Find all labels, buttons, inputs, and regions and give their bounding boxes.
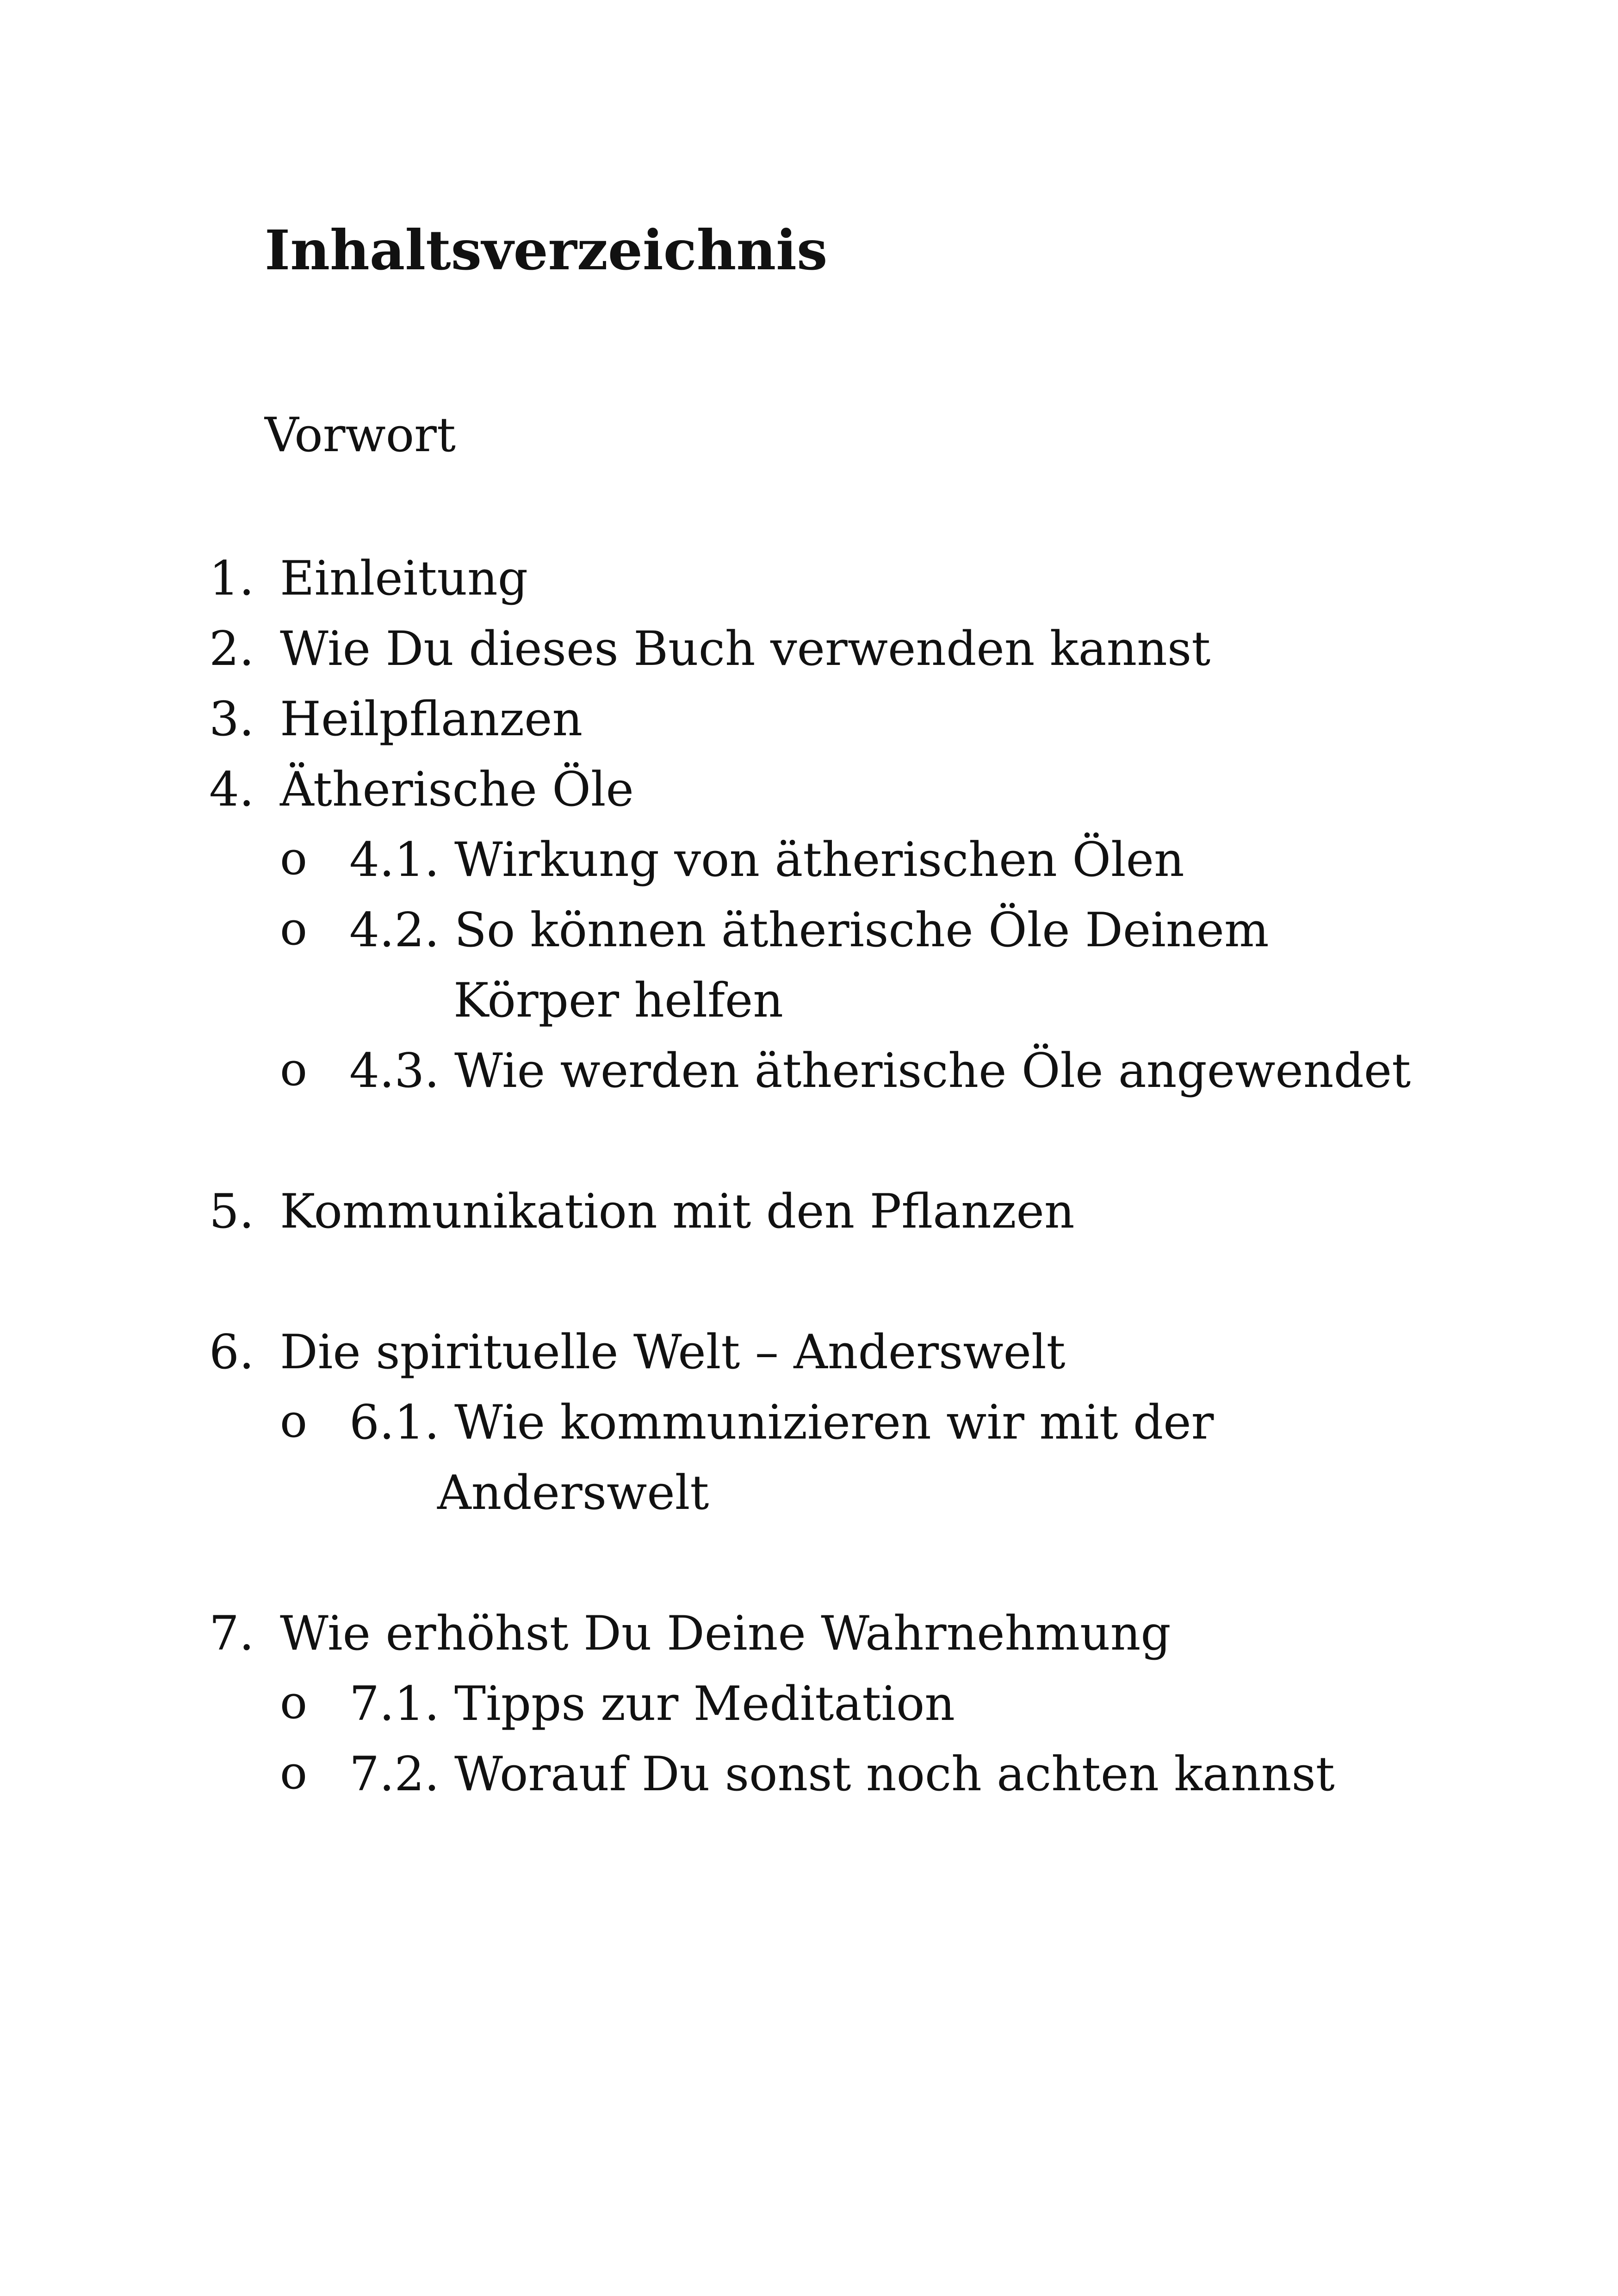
subitem-continuation: Anderswelt (437, 1465, 709, 1520)
chapter-label: Ätherische Öle (280, 762, 634, 817)
bullet-icon: o (280, 1676, 308, 1729)
bullet-icon: o (280, 832, 308, 885)
bullet-icon: o (280, 903, 308, 956)
chapter-label: Heilpflanzen (280, 692, 583, 747)
bullet-icon: o (280, 1043, 308, 1096)
bullet-icon: o (280, 1747, 308, 1800)
chapter-label: Wie Du dieses Buch verwenden kannst (280, 621, 1211, 676)
subitem-label: 4.2. So können ätherische Öle Deinem (349, 903, 1269, 958)
chapter-number: 4. (209, 762, 254, 817)
subitem-continuation: Körper helfen (453, 973, 783, 1028)
chapter-label: Die spirituelle Welt – Anderswelt (280, 1325, 1066, 1380)
toc-preface: Vorwort (265, 408, 456, 463)
subitem-label: 7.2. Worauf Du sonst noch achten kannst (349, 1747, 1335, 1802)
toc-title: Inhaltsverzeichnis (265, 218, 828, 282)
chapter-number: 1. (209, 551, 254, 606)
chapter-number: 2. (209, 621, 254, 676)
chapter-number: 3. (209, 692, 254, 747)
chapter-number: 5. (209, 1184, 254, 1239)
chapter-label: Wie erhöhst Du Deine Wahrnehmung (280, 1606, 1171, 1661)
subitem-label: 6.1. Wie kommunizieren wir mit der (349, 1395, 1214, 1450)
chapter-number: 6. (209, 1325, 254, 1380)
subitem-label: 7.1. Tipps zur Meditation (349, 1676, 955, 1731)
chapter-label: Kommunikation mit den Pflanzen (280, 1184, 1075, 1239)
chapter-number: 7. (209, 1606, 254, 1661)
bullet-icon: o (280, 1395, 308, 1448)
chapter-label: Einleitung (280, 551, 528, 606)
subitem-label: 4.1. Wirkung von ätherischen Ölen (349, 832, 1184, 887)
subitem-label: 4.3. Wie werden ätherische Öle angewendet (349, 1043, 1411, 1098)
